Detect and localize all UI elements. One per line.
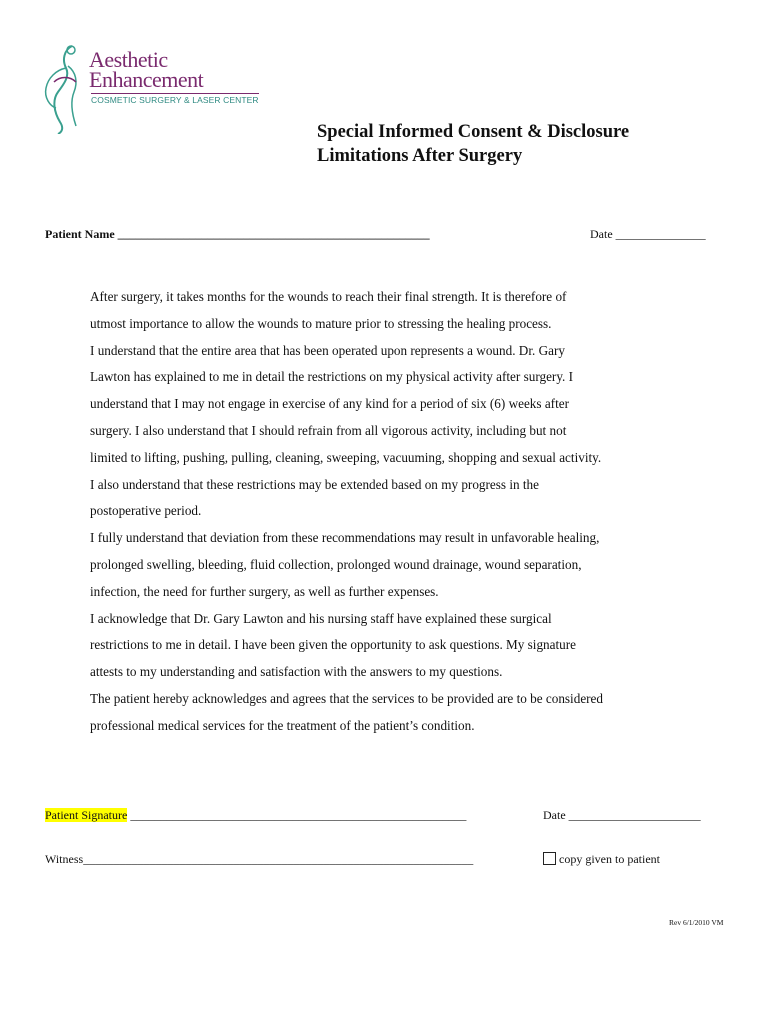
logo-text-line1: Aesthetic	[89, 47, 168, 72]
signature-date-blank[interactable]: ______________________	[568, 808, 701, 822]
logo-text-line2: Enhancement	[89, 67, 204, 92]
body-line: The patient hereby acknowledges and agrees that the services to be provided are to be considered	[90, 690, 604, 706]
signature-date-label: Date	[543, 808, 566, 822]
signature-date-field[interactable]	[543, 808, 701, 823]
body-line: limited to lifting, pushing, pulling, cleaning, sweeping, vacuuming, shopping and sexual activity.	[90, 449, 602, 465]
body-line: infection, the need for further surgery, as well as further expenses.	[90, 583, 439, 599]
body-line: postoperative period.	[90, 503, 202, 519]
witness-label: Witness	[45, 852, 84, 866]
body-line: attests to my understanding and satisfaction with the answers to my questions.	[90, 664, 503, 680]
patient-signature-field[interactable]	[45, 808, 466, 823]
header-date-label: Date	[590, 227, 613, 241]
body-line: restrictions to me in detail. I have been given the opportunity to ask questions. My signature	[90, 637, 577, 653]
copy-given-label: copy given to patient	[559, 852, 660, 866]
copy-given-checkbox[interactable]	[543, 852, 556, 865]
revision-note: Rev 6/1/2010 VM	[669, 918, 724, 927]
document-title	[317, 120, 629, 168]
patient-name-field[interactable]	[45, 227, 430, 242]
body-line: I fully understand that deviation from these recommendations may result in unfavorable healing,	[90, 530, 600, 546]
body-line: I also understand that these restrictions may be extended based on my progress in the	[90, 476, 539, 492]
title-line2: Limitations After Surgery	[317, 146, 523, 166]
header-date-blank[interactable]: _______________	[615, 227, 706, 241]
patient-name-blank[interactable]: ____________________________________________________	[117, 227, 430, 241]
body-line: professional medical services for the treatment of the patient’s condition.	[90, 717, 475, 733]
body-line: surgery. I also understand that I should refrain from all vigorous activity, including but not	[90, 422, 567, 438]
body-line: Lawton has explained to me in detail the restrictions on my physical activity after surgery. I	[90, 369, 574, 385]
body-line: understand that I may not engage in exercise of any kind for a period of six (6) weeks after	[90, 396, 569, 412]
patient-name-label: Patient Name	[45, 227, 115, 241]
copy-given-field[interactable]	[543, 852, 660, 867]
body-line: prolonged swelling, bleeding, fluid collection, prolonged wound drainage, wound separation,	[90, 556, 582, 572]
witness-blank[interactable]: _________________________________________________________________	[83, 852, 474, 866]
patient-signature-blank[interactable]: ________________________________________________________	[130, 808, 467, 822]
company-logo	[42, 42, 259, 134]
body-line: After surgery, it takes months for the wounds to reach their final strength. It is therefore of	[90, 289, 567, 304]
figure-logo-icon	[42, 42, 90, 134]
witness-field[interactable]	[45, 852, 473, 867]
body-line: I understand that the entire area that has been operated upon represents a wound. Dr. Gary	[90, 342, 565, 358]
patient-signature-label: Patient Signature	[45, 808, 128, 822]
header-date-field[interactable]	[590, 227, 706, 242]
logo-tagline: COSMETIC SURGERY & LASER CENTER	[91, 95, 259, 105]
consent-body	[90, 284, 690, 740]
body-line: utmost importance to allow the wounds to mature prior to stressing the healing process.	[90, 315, 552, 331]
body-line: I acknowledge that Dr. Gary Lawton and his nursing staff have explained these surgical	[90, 610, 552, 626]
title-line1: Special Informed Consent & Disclosure	[317, 122, 630, 142]
